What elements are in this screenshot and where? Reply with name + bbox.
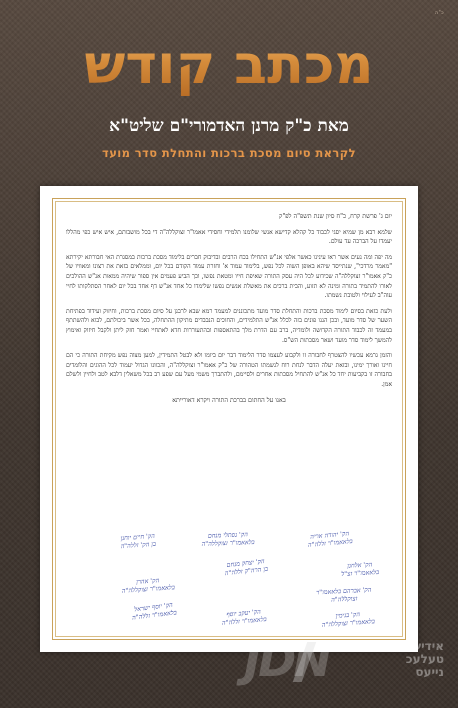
logo-text-line: אידישע: [404, 639, 444, 653]
signature: הק' יצחק מנחם בן הרה"ק זללה"ה: [224, 558, 269, 577]
signature: הק' אלחנן בלאאמו"ר זצ"ל: [341, 561, 380, 578]
letter-paragraph: מה יפה ומה נעים אשר ראו עינינו כאשר אלפי אנ"ש התחילו בכח הרבים ובדיבוק חברים בלימוד מסכת ברכות במסגרת האי חבורתא יקירתא "מאמר מרדכי", שנתייסד שיהא באופן השוה לכל נפש, בלימוד עמוד א' וחזרת עמוד הקודם בכל יום, וממלאים בזאת את רצונו ומאוויו של כ"ק אאמו"ר זצוקללה"ה שכידוע לכל היה עסק התורה שאיפת חייו ומטאת נפשו, וכך הביע פעמים אין ספור שיהיה ממאות אנ"ש ההולכים לאורו להתמיד בתורה ומינה לא תזוע, והבית ברכים את מאשלת אנשים נפשו שלימדו כל אחד אנ"ש דף אחד בכל יום לאחר הסתלקותו לחיי עוה"ב לעילוי ולטובת נשמתו.: [66, 253, 392, 300]
jdn-logo-text: [378, 640, 444, 679]
signature: הק' יהודה אריה בלאאמו"ר זללה"ה: [307, 530, 353, 549]
signature: הק' אהרן בלאאמו"ר זצוקללה"ה: [121, 577, 175, 595]
signature: הק' יוסף ישראל בלאאמו"ר זללה"ה: [131, 601, 178, 622]
corner-tag: כ"ה: [434, 10, 444, 16]
signatures-block: [66, 532, 392, 632]
letter-paragraph: ולעת כזאת בסיום לימוד מסכת ברכות והתחלת סדר מועד מתכוננים למעמד רמא שבא לרבנן על סיום מסכת ברכות, וחיזוק ועידוד בפתיחת השער של סדר מועד, ובכן הננו פונים בזה לכלל אנ"ש התלמידים, והחוכים הנבבדים מתיקון ההתחלה, בכל אשר ביכולתם, לבוא ולהשתתף במעמד זה לכבוד התורה הקדושה ולומדיה, ברב עם הדרת מלך בהתאספות ובהתעוררות חדא לאתחיי ואמר חזק ליתן ולקבל חיזוק ואימוץ להמשך לימוד סדר מועד ושאר מסכתות הש"ס.: [66, 307, 392, 344]
signature: הק' יעקב יוסף בלאאמו"ר זללה"ה: [221, 608, 267, 627]
jdn-logo-letters: JDN: [244, 633, 329, 687]
subtitle: מאת כ"ק מרנן האדמורי"ם שליט"א: [109, 116, 349, 136]
jdn-logo: [244, 634, 444, 696]
signature: הק' בנימין בלאאמו"ר זצוקללה"ה: [321, 611, 375, 629]
letter-paragraph: שלמא רבא מן שמיא יסגי לכבוד כל קהלא קדישא אנשי שלומנו תלמידי וחסידי אאמו"ר זצוקללה"ה די בכל מושבותם, איש איש כפי מהללו יעמדו על הברכה עד עולם.: [66, 228, 392, 246]
subtitle-secondary: לקראת סיום מסכת ברכות והתחלת סדר מועד: [102, 146, 356, 160]
letter-closing: באנו על החתום בברכת התורה ויקרא דאורייתא: [172, 396, 286, 404]
signature: הק' אברהם בלאאמו"ר זצוקללה"ה: [316, 586, 372, 604]
logo-text-line: טעלעכ: [405, 652, 444, 666]
signature: הק' נפתלי מנחם בלאאמו"ר זצוקללה"ה: [201, 531, 255, 548]
signature: הק' חיים יוחנן בן הק' זללה"ה: [120, 532, 157, 550]
main-title: מכתב קודש: [0, 32, 458, 98]
logo-text-line: נייעס: [415, 665, 444, 679]
letter-text: [66, 212, 392, 405]
letter-dateline: יום ג' פרשת קרח, כ"ח סיון שנת תשפ"ה לפ"ק: [278, 213, 392, 220]
letter-paragraph: והזמן גרמא עכשיו להצטרף לחבורה זו ולקבוע לעצמו סדר הלימוד דבר יום ביומו ולא לבטל התמידין, למען מצוה נפש מקיחת התורה כי הם חיינו ואורך ימינו, ובזאת יעלה הדבר לנחת רוח לנשמתו הטהורה של כ"ק אאמו"ר זצוקללה"ה, והכוונו הגדול יעמוד לכל ההוגים והלומדים בחבורה זו בקביעות יחד כל אנ"ש להתחיל מסכתות אחרים ולסיימם, ולהתברך משמי מעל עם שפע רב בכל משאלין דלבא לטב ולחיין ולשלם אמן.: [66, 352, 392, 388]
letter-frame: [40, 186, 418, 652]
